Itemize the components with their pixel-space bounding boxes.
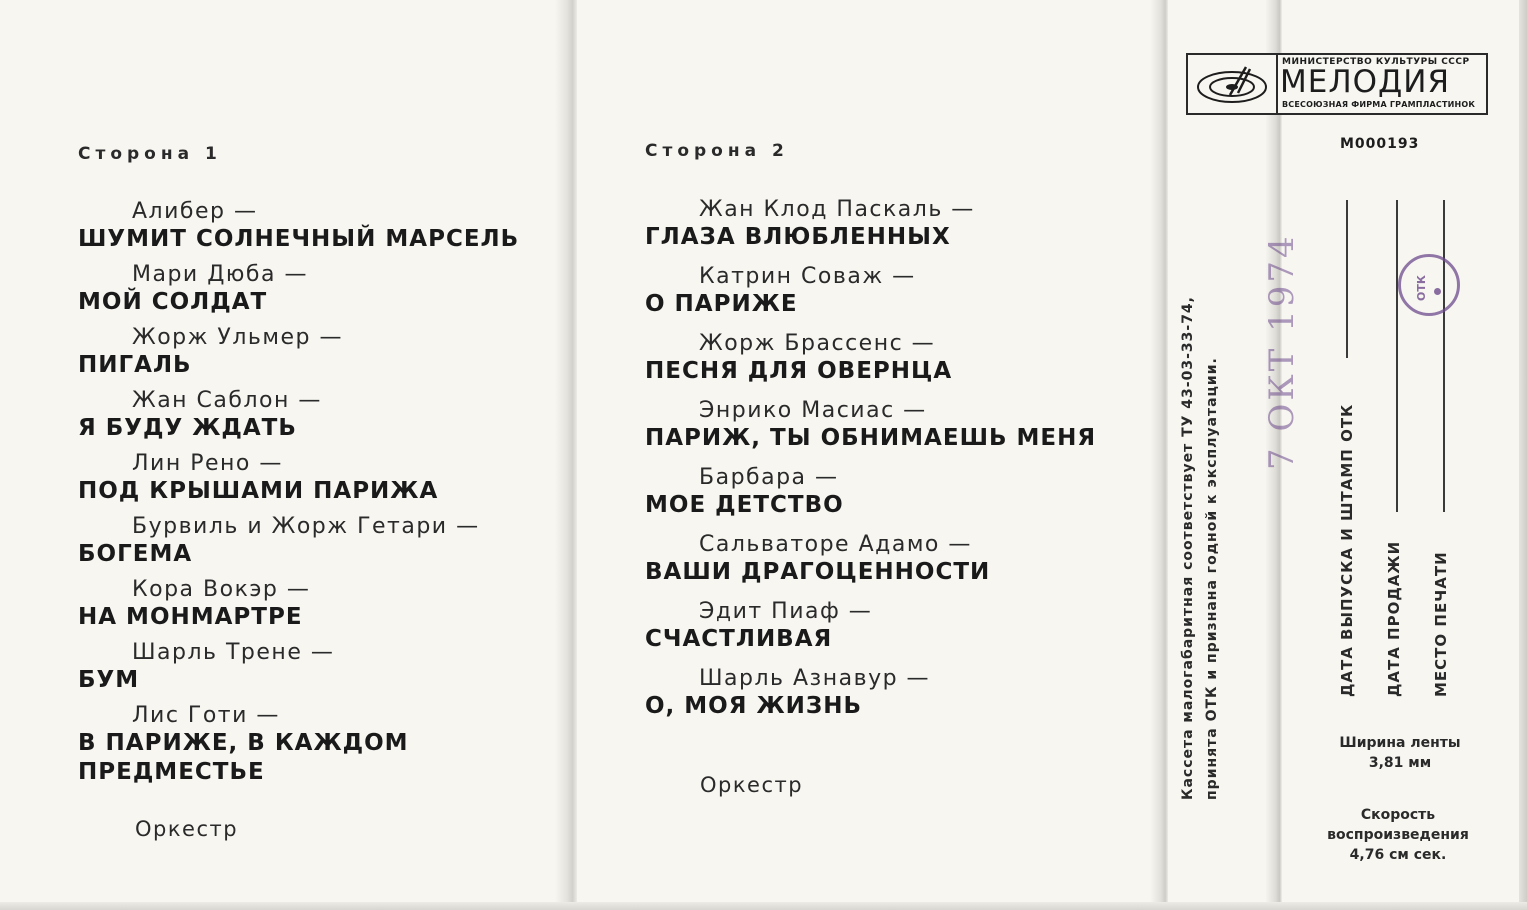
qc-circle-stamp (1398, 254, 1460, 316)
track-title: О, МОЯ ЖИЗНЬ (645, 693, 862, 719)
side-2-heading: Сторона 2 (645, 141, 789, 161)
melodiya-logo (1186, 53, 1488, 115)
track-title: НА МОНМАРТРЕ (78, 604, 303, 630)
track-title: ПОД КРЫШАМИ ПАРИЖА (78, 478, 439, 504)
logo-brand-name: МЕЛОДИЯ (1280, 64, 1450, 100)
track-title: БУМ (78, 667, 140, 693)
track-artist: Кора Вокэр — (132, 577, 311, 602)
spine-certification-text (1176, 240, 1224, 800)
track-title: О ПАРИЖЕ (645, 291, 798, 317)
side-2-orchestra: Оркестр (700, 773, 804, 797)
paper-edge (0, 902, 1527, 910)
spine-line-1: Кассета малогабаритная соответствует ТУ 43-03-33-74, (1180, 296, 1196, 800)
track-artist: Лин Рено — (132, 451, 283, 476)
track-artist: Катрин Соваж — (699, 264, 916, 289)
speed-label-1: Скорость (1360, 807, 1436, 823)
track-artist: Энрико Масиас — (699, 398, 927, 423)
track-item (645, 666, 1096, 721)
track-artist: Жорж Брассенс — (699, 331, 936, 356)
tape-width-value: 3,81 мм (1368, 755, 1432, 771)
spine-line-2: принята ОТК и признана годной к эксплуатации. (1204, 357, 1220, 800)
track-item (78, 703, 519, 787)
track-artist: Шарль Трене — (132, 640, 335, 665)
paper-edge (1519, 0, 1527, 910)
sale-date-label: ДАТА ПРОДАЖИ (1385, 540, 1403, 697)
track-item (78, 577, 519, 632)
track-item (645, 599, 1096, 654)
track-title: ШУМИТ СОЛНЕЧНЫЙ МАРСЕЛЬ (78, 226, 520, 252)
print-place-label: МЕСТО ПЕЧАТИ (1432, 551, 1450, 697)
track-artist: Шарль Азнавур — (699, 666, 931, 691)
speed-label-2: воспроизведения (1327, 827, 1469, 843)
playback-speed-spec (1298, 805, 1498, 865)
track-title: ГЛАЗА ВЛЮБЛЕННЫХ (645, 224, 951, 250)
record-disc-icon (1194, 65, 1270, 105)
track-item (645, 465, 1096, 520)
date-stamp: 7 ОКТ 1974 (1262, 233, 1302, 470)
release-date-label: ДАТА ВЫПУСКА И ШТАМП ОТК (1338, 403, 1356, 697)
track-artist: Барбара — (699, 465, 839, 490)
side-2-track-list (645, 197, 1096, 733)
track-item (645, 331, 1096, 386)
track-title: МОЙ СОЛДАТ (78, 289, 268, 315)
logo-ministry-text: МИНИСТЕРСТВО КУЛЬТУРЫ СССР (1282, 57, 1470, 67)
track-artist: Сальваторе Адамо — (699, 532, 972, 557)
sale-date-line (1396, 200, 1398, 512)
tape-width-spec (1300, 733, 1500, 773)
catalog-number: М000193 (1340, 136, 1420, 152)
track-item (78, 640, 519, 695)
side-1-heading: Сторона 1 (78, 144, 222, 164)
track-title: Я БУДУ ЖДАТЬ (78, 415, 297, 441)
track-item (78, 325, 519, 380)
side-1-orchestra: Оркестр (135, 817, 239, 841)
speed-value: 4,76 см сек. (1349, 847, 1447, 863)
track-item (78, 199, 519, 254)
track-artist: Бурвиль и Жорж Гетари — (132, 514, 480, 539)
track-artist: Мари Дюба — (132, 262, 308, 287)
track-title: МОЕ ДЕТСТВО (645, 492, 844, 518)
print-place-line (1443, 200, 1445, 512)
track-item (78, 514, 519, 569)
track-artist: Жан Саблон — (132, 388, 322, 413)
stamp-dot (1434, 288, 1441, 295)
tape-width-label: Ширина ленты (1339, 735, 1461, 751)
panel-fold (555, 0, 577, 910)
logo-subtitle: ВСЕСОЮЗНАЯ ФИРМА ГРАМПЛАСТИНОК (1282, 100, 1476, 109)
track-artist: Жан Клод Паскаль — (699, 197, 975, 222)
track-title: СЧАСТЛИВАЯ (645, 626, 833, 652)
track-item (78, 262, 519, 317)
track-title-line-2: ПРЕДМЕСТЬЕ (78, 759, 265, 785)
track-item (645, 197, 1096, 252)
qc-stamp-text: ОТК (1415, 275, 1428, 301)
track-artist: Алибер — (132, 199, 258, 224)
track-title: В ПАРИЖЕ, В КАЖДОМ (78, 730, 409, 756)
logo-divider (1276, 55, 1278, 113)
track-artist: Лис Готи — (132, 703, 280, 728)
track-item (645, 264, 1096, 319)
track-title: ПИГАЛЬ (78, 352, 192, 378)
release-date-line (1346, 200, 1348, 358)
track-title: ПЕСНЯ ДЛЯ ОВЕРНЦА (645, 358, 953, 384)
track-title: ВАШИ ДРАГОЦЕННОСТИ (645, 559, 991, 585)
track-artist: Эдит Пиаф — (699, 599, 873, 624)
track-item (645, 532, 1096, 587)
track-title: ПАРИЖ, ТЫ ОБНИМАЕШЬ МЕНЯ (645, 425, 1097, 451)
track-item (78, 451, 519, 506)
track-item (645, 398, 1096, 453)
side-1-track-list (78, 199, 519, 795)
track-item (78, 388, 519, 443)
track-artist: Жорж Ульмер — (132, 325, 343, 350)
panel-fold (1150, 0, 1168, 910)
track-title: БОГЕМА (78, 541, 193, 567)
